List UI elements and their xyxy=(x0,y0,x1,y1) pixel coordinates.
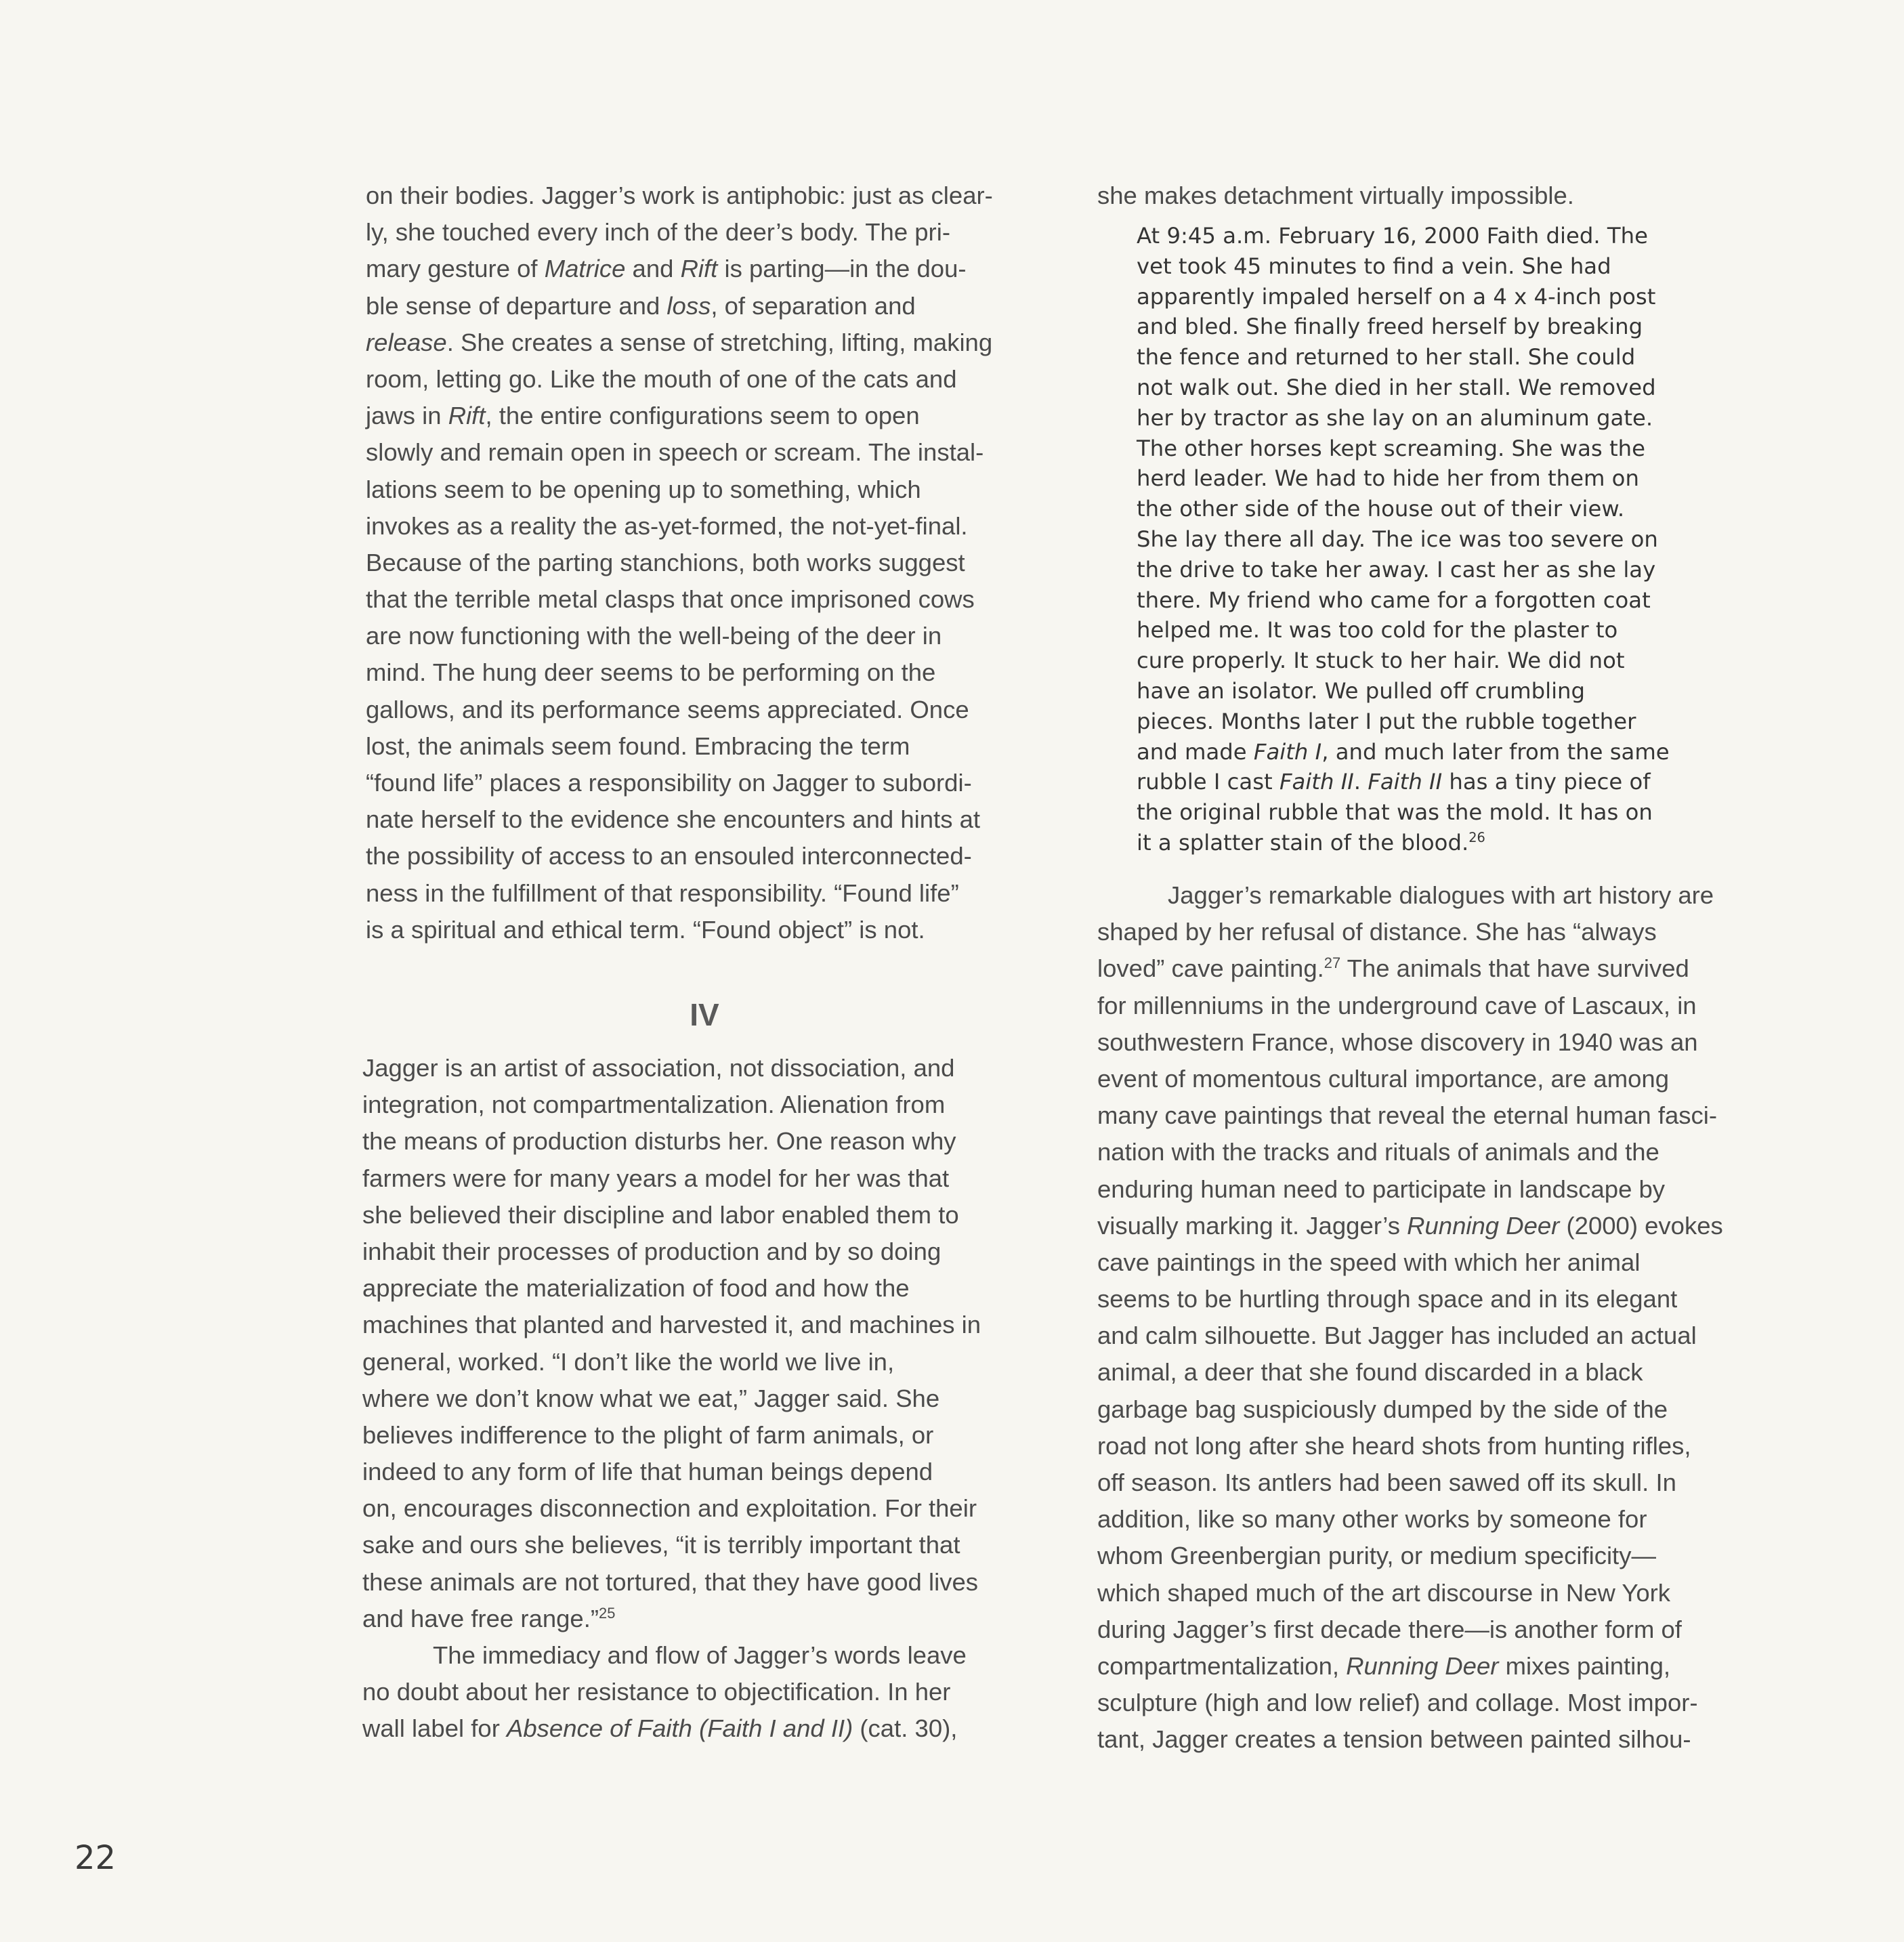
text-line: whom Greenbergian purity, or medium specificity— xyxy=(1097,1542,1656,1570)
text-line: animal, a deer that she found discarded in a black xyxy=(1097,1358,1643,1387)
italic-title: release xyxy=(366,328,447,356)
text-line: her by tractor as she lay on an aluminum gate. xyxy=(1137,404,1653,431)
italic-title: loss xyxy=(667,291,711,320)
text-line: mary gesture of Matrice and Rift is parting—in the dou- xyxy=(366,255,967,283)
text-line: and made Faith I, and much later from the same xyxy=(1137,738,1670,765)
text-line: ly, she touched every inch of the deer’s body. The pri- xyxy=(366,218,950,247)
italic-title: Matrice xyxy=(544,255,626,283)
text-line: these animals are not tortured, that they have good lives xyxy=(362,1567,978,1596)
text-line: the original rubble that was the mold. It has on xyxy=(1137,799,1653,826)
text-line: wall label for Absence of Faith (Faith I and II) (cat. 30), xyxy=(362,1714,958,1743)
text-line: sculpture (high and low relief) and collage. Most impor- xyxy=(1097,1689,1698,1717)
text-line: sake and ours she believes, “it is terribly important that xyxy=(362,1531,960,1559)
text-line: during Jagger’s first decade there—is another form of xyxy=(1097,1615,1682,1643)
text-line: shaped by her refusal of distance. She has “always xyxy=(1097,918,1657,946)
text-line: gallows, and its performance seems appreciated. Once xyxy=(366,695,969,723)
text-line: she believed their discipline and labor enabled them to xyxy=(362,1200,959,1229)
text-line: cave paintings in the speed with which her animal xyxy=(1097,1248,1641,1276)
text-line: loved” cave painting.$^{27}$ The animals that have survived xyxy=(1097,954,1689,983)
left-paragraph-2 xyxy=(362,1050,981,1637)
text-line: inhabit their processes of production and by so doing xyxy=(362,1237,942,1265)
text-line: invokes as a reality the as-yet-formed, the not-yet-final. xyxy=(366,511,968,540)
text-line: lations seem to be opening up to something, which xyxy=(366,475,921,503)
left-paragraph-1 xyxy=(366,177,1043,948)
italic-title: Rift xyxy=(680,255,718,283)
text-line: nate herself to the evidence she encounters and hints at xyxy=(366,805,981,834)
right-top-line: she makes detachment virtually impossible. xyxy=(1097,182,1574,209)
italic-title: Running Deer xyxy=(1346,1651,1499,1680)
left-section-4 xyxy=(362,1050,981,1748)
text-line: cure properly. It stuck to her hair. We did not xyxy=(1137,648,1625,674)
text-line: lost, the animals seem found. Embracing the term xyxy=(366,732,910,760)
text-line: integration, not compartmentalization. Alienation from xyxy=(362,1091,946,1119)
italic-title: Running Deer xyxy=(1407,1211,1560,1240)
text-line: compartmentalization, Running Deer mixes painting, xyxy=(1097,1651,1671,1680)
text-line: general, worked. “I don’t like the world we live in, xyxy=(362,1347,895,1376)
italic-title: Faith I xyxy=(1253,738,1322,765)
text-line: helped me. It was too cold for the plaster to xyxy=(1137,617,1618,643)
left-paragraph-3 xyxy=(362,1637,981,1748)
text-line: She lay there all day. The ice was too severe on xyxy=(1137,526,1658,552)
text-line: mind. The hung deer seems to be performing on the xyxy=(366,658,936,687)
text-line: on their bodies. Jagger’s work is antiphobic: just as clear- xyxy=(366,182,993,209)
text-line: that the terrible metal clasps that once imprisoned cows xyxy=(366,585,975,614)
text-line: no doubt about her resistance to objectification. In her xyxy=(362,1678,951,1706)
block-quote xyxy=(1137,221,1746,858)
right-column-body xyxy=(1097,877,1723,1758)
footnote-marker: 25 xyxy=(599,1604,616,1622)
text-line: seems to be hurtling through space and in its elegant xyxy=(1097,1285,1678,1313)
italic-title: Absence of Faith (Faith I and II) xyxy=(507,1714,853,1743)
text-line: for millenniums in the underground cave of Lascaux, in xyxy=(1097,991,1697,1019)
text-line: is a spiritual and ethical term. “Found object” is not. xyxy=(366,915,925,944)
text-line: indeed to any form of life that human beings depend xyxy=(362,1458,933,1486)
text-line: not walk out. She died in her stall. We removed xyxy=(1137,374,1656,400)
text-line: the other side of the house out of their view. xyxy=(1137,496,1625,522)
text-line: and have free range.”$^{25}$ xyxy=(362,1604,616,1632)
text-line: off season. Its antlers had been sawed off its skull. In xyxy=(1097,1469,1676,1496)
italic-title: Faith II xyxy=(1368,769,1443,795)
text-line: Jagger’s remarkable dialogues with art history are xyxy=(1168,881,1714,909)
text-line: nation with the tracks and rituals of animals and the xyxy=(1097,1138,1659,1166)
text-line: on, encourages disconnection and exploitation. For their xyxy=(362,1494,977,1523)
text-line: are now functioning with the well-being of the deer in xyxy=(366,622,942,650)
text-line: room, letting go. Like the mouth of one of the cats and xyxy=(366,364,957,393)
text-line: believes indifference to the plight of farm animals, or xyxy=(362,1420,934,1449)
text-line: vet took 45 minutes to find a vein. She had xyxy=(1137,253,1611,279)
text-line: tant, Jagger creates a tension between painted silhou- xyxy=(1097,1725,1691,1754)
text-line: The immediacy and flow of Jagger’s words leave xyxy=(433,1641,967,1669)
text-line: release. She creates a sense of stretching, lifting, making xyxy=(366,328,993,356)
text-line: the drive to take her away. I cast her as she lay xyxy=(1137,556,1656,583)
section-heading: IV xyxy=(690,997,719,1032)
text-line: have an isolator. We pulled off crumbling xyxy=(1137,677,1586,704)
text-line: The other horses kept screaming. She was the xyxy=(1137,435,1645,461)
text-line: “found life” places a responsibility on Jagger to subordi- xyxy=(366,769,972,797)
text-line: addition, like so many other works by someone for xyxy=(1097,1505,1647,1534)
right-column-top xyxy=(1097,177,1775,214)
text-line: the fence and returned to her stall. She could xyxy=(1137,344,1636,371)
text-line: event of momentous cultural importance, are among xyxy=(1097,1064,1669,1093)
text-line: many cave paintings that reveal the eternal human fasci- xyxy=(1097,1101,1718,1130)
text-line: garbage bag suspiciously dumped by the side of the xyxy=(1097,1395,1668,1423)
text-line: southwestern France, whose discovery in 1940 was an xyxy=(1097,1028,1698,1056)
text-line: ble sense of departure and loss, of separation and xyxy=(366,291,916,320)
text-line: rubble I cast Faith II. Faith II has a tiny piece of xyxy=(1137,769,1651,795)
text-line: and calm silhouette. But Jagger has included an actual xyxy=(1097,1322,1697,1350)
text-line: it a splatter stain of the blood.$^{26}$ xyxy=(1137,829,1485,856)
text-line: ness in the fulfillment of that responsibility. “Found life” xyxy=(366,879,959,907)
text-line: pieces. Months later I put the rubble together xyxy=(1137,708,1636,734)
text-line: Because of the parting stanchions, both works suggest xyxy=(366,548,965,576)
text-line: farmers were for many years a model for her was that xyxy=(362,1164,950,1192)
text-line: and bled. She finally freed herself by breaking xyxy=(1137,314,1643,340)
text-line: enduring human need to participate in landscape by xyxy=(1097,1175,1666,1203)
right-paragraph xyxy=(1097,877,1723,1758)
page-number: 22 xyxy=(75,1839,117,1877)
left-column xyxy=(366,177,1043,948)
text-line: machines that planted and harvested it, and machines in xyxy=(362,1311,981,1339)
text-line: At 9:45 a.m. February 16, 2000 Faith died. The xyxy=(1137,223,1648,249)
italic-title: Faith II xyxy=(1279,769,1354,795)
text-line: the possibility of access to an ensouled interconnected- xyxy=(366,842,972,870)
footnote-marker: 27 xyxy=(1324,954,1341,972)
text-line: the means of production disturbs her. One reason why xyxy=(362,1127,956,1156)
text-line: visually marking it. Jagger’s Running Deer (2000) evokes xyxy=(1097,1211,1723,1240)
text-line: where we don’t know what we eat,” Jagger said. She xyxy=(362,1384,940,1412)
text-line: slowly and remain open in speech or scream. The instal- xyxy=(366,438,984,467)
text-line: Jagger is an artist of association, not dissociation, and xyxy=(362,1054,955,1082)
text-line: appreciate the materialization of food and how the xyxy=(362,1274,910,1303)
text-line: apparently impaled herself on a 4 x 4-inch post xyxy=(1137,283,1656,310)
block-quote-lines xyxy=(1137,221,1746,858)
text-line: jaws in Rift, the entire configurations seem to open xyxy=(366,402,920,430)
footnote-marker: 26 xyxy=(1468,830,1485,846)
text-line: herd leader. We had to hide her from them on xyxy=(1137,465,1639,492)
text-line: road not long after she heard shots from hunting rifles, xyxy=(1097,1431,1691,1460)
text-line: which shaped much of the art discourse in New York xyxy=(1097,1578,1671,1607)
italic-title: Rift xyxy=(448,402,486,430)
text-line: there. My friend who came for a forgotten coat xyxy=(1137,587,1651,613)
